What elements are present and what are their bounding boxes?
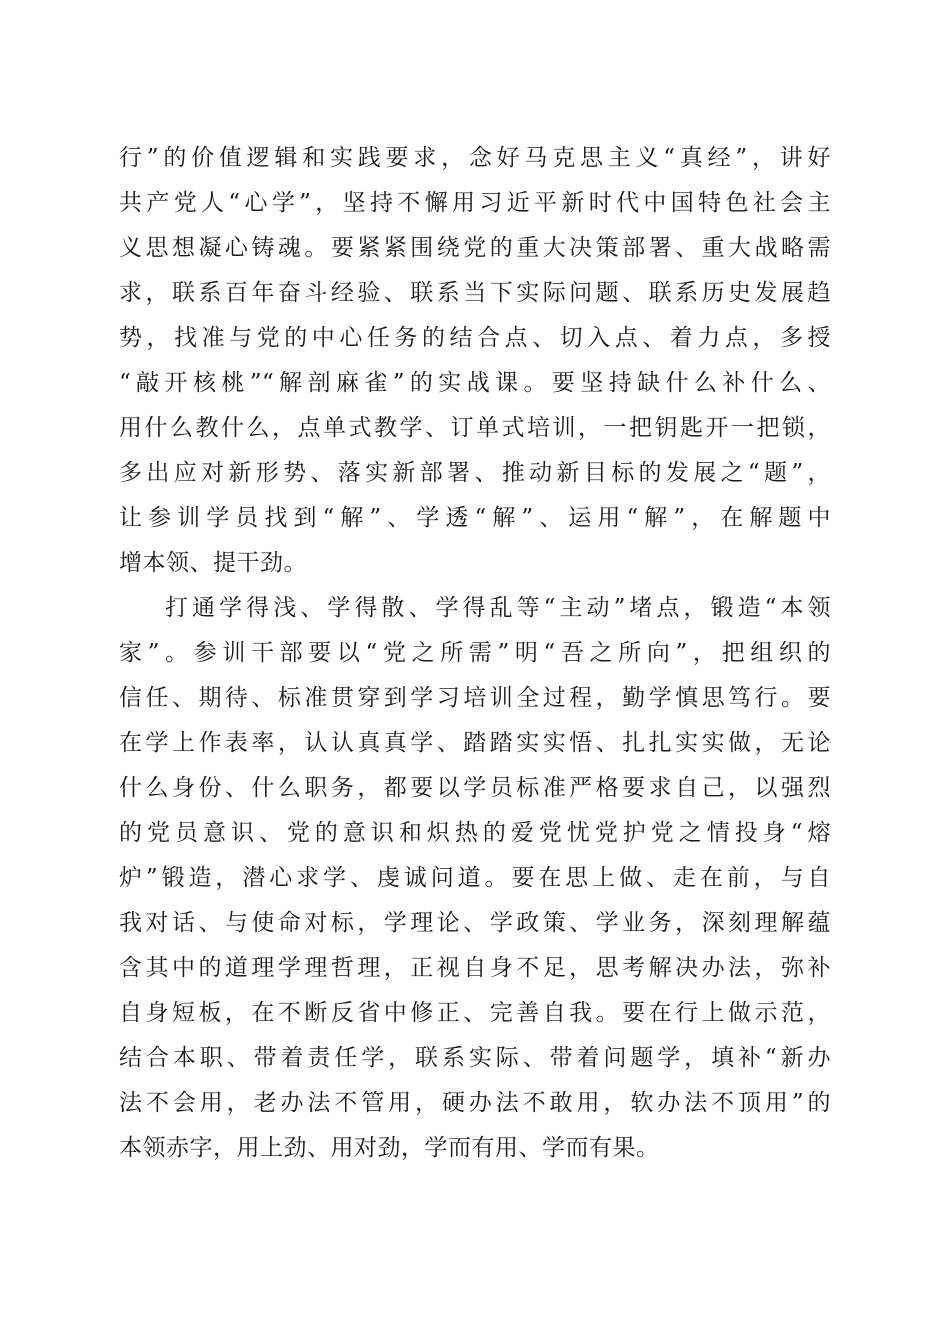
paragraph-line: 法不会用，老办法不管用，硬办法不敢用，软办法不顶用”的: [119, 1090, 831, 1116]
paragraph-line: 势，找准与党的中心任务的结合点、切入点、着力点，多授: [119, 325, 831, 351]
paragraph-line: 共产党人“心学”，坚持不懈用习近平新时代中国特色社会主: [119, 190, 831, 216]
paragraph-line: 在学上作表率，认认真真学、踏踏实实悟、扎扎实实做，无论: [119, 730, 831, 756]
document-body: [119, 136, 831, 1171]
paragraph-line: 含其中的道理学理哲理，正视自身不足，思考解决办法，弥补: [119, 955, 831, 981]
paragraph-line: 我对话、与使命对标，学理论、学政策、学业务，深刻理解蕴: [119, 910, 831, 936]
paragraph-line: 打通学得浅、学得散、学得乱等“主动”堵点，锻造“本领: [165, 595, 831, 621]
paragraph-line: 增本领、提干劲。: [119, 550, 307, 576]
paragraph-line: 用什么教什么，点单式教学、订单式培训，一把钥匙开一把锁，: [119, 415, 831, 441]
paragraph-line: 本领赤字，用上劲、用对劲，学而有用、学而有果。: [119, 1135, 660, 1161]
paragraph-line: 让参训学员找到“解”、学透“解”、运用“解”，在解题中: [119, 505, 831, 531]
paragraph-line: 自身短板，在不断反省中修正、完善自我。要在行上做示范，: [119, 1000, 831, 1026]
paragraph-line: 什么身份、什么职务，都要以学员标准严格要求自己，以强烈: [119, 775, 831, 801]
paragraph-line: 多出应对新形势、落实新部署、推动新目标的发展之“题”，: [119, 460, 831, 486]
paragraph-line: 行”的价值逻辑和实践要求，念好马克思主义“真经”，讲好: [119, 145, 831, 171]
paragraph-line: 的党员意识、党的意识和炽热的爱党忧党护党之情投身“熔: [119, 820, 831, 846]
paragraph-line: 义思想凝心铸魂。要紧紧围绕党的重大决策部署、重大战略需: [119, 235, 831, 261]
paragraph-2: [119, 586, 831, 1171]
paragraph-line: 炉”锻造，潜心求学、虔诚问道。要在思上做、走在前，与自: [119, 865, 831, 891]
paragraph-line: 家”。参训干部要以“党之所需”明“吾之所向”，把组织的: [119, 640, 831, 666]
paragraph-line: “敲开核桃”“解剖麻雀”的实战课。要坚持缺什么补什么、: [119, 370, 831, 396]
paragraph-line: 求，联系百年奋斗经验、联系当下实际问题、联系历史发展趋: [119, 280, 831, 306]
paragraph-1: [119, 136, 831, 586]
paragraph-line: 信任、期待、标准贯穿到学习培训全过程，勤学慎思笃行。要: [119, 685, 831, 711]
paragraph-line: 结合本职、带着责任学，联系实际、带着问题学，填补“新办: [119, 1045, 831, 1071]
